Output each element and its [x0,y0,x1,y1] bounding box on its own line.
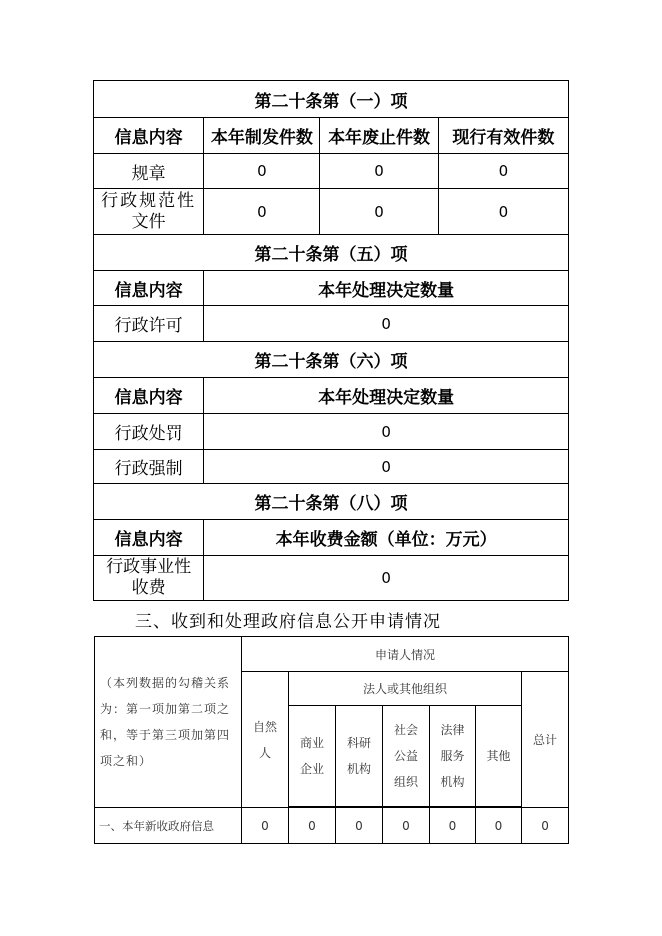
col-other [476,706,522,807]
row-label-regulations: 规章 [94,154,204,189]
header-line: 机构 [346,762,371,776]
header-line: 商业 [299,736,324,750]
header-decision-count: 本年处理决定数量 [204,271,569,306]
row-label-normative-documents [94,189,204,235]
cell-value: 0 [320,189,438,235]
section-title-art20-6: 第二十条第（六）项 [94,342,569,378]
header-line: 法律 [440,723,465,737]
cell-value: 0 [476,808,522,844]
cell-value: 0 [522,808,569,844]
application-stats-table [94,636,569,844]
col-natural-person [242,672,289,808]
section-title-art20-1: 第二十条第（一）项 [94,81,569,118]
col-public-welfare [383,706,430,807]
header-info-content: 信息内容 [94,378,204,414]
cell-value: 0 [204,556,569,601]
table-row [94,306,569,342]
label-line: 收费 [131,578,166,598]
table-row [95,808,569,844]
header-line: 科研 [346,736,371,750]
label-line: 行政事业性 [106,557,192,577]
col-total: 总计 [522,672,569,808]
header-info-content: 信息内容 [94,271,204,306]
cell-value: 0 [430,808,476,844]
cell-value: 0 [204,414,569,450]
header-line: 服务 [440,749,465,763]
col-research [336,706,383,807]
header-line: 企业 [299,762,324,776]
section-title-art20-8: 第二十条第（八）项 [94,484,569,520]
header-line: 社会 [393,723,418,737]
header-line: 组织 [393,775,418,789]
cell-value: 0 [204,450,569,484]
header-abolished-count: 本年废止件数 [320,118,438,154]
row-label-admin-license: 行政许可 [94,306,204,342]
header-line: 其他 [486,749,511,763]
header-issued-count: 本年制发件数 [204,118,320,154]
table-row [94,450,569,484]
cell-value: 0 [289,808,336,844]
info-disclosure-table [93,80,569,601]
header-line: 公益 [393,749,418,763]
cell-value: 0 [204,154,320,189]
cell-value: 0 [320,154,438,189]
table-row [94,189,569,235]
header-valid-count: 现行有效件数 [438,118,568,154]
table-row [94,556,569,601]
row-label-admin-fees [94,556,204,601]
cell-value: 0 [242,808,289,844]
header-info-content: 信息内容 [94,118,204,154]
applicant-header: 申请人情况 [242,637,569,672]
header-fee-amount: 本年收费金额（单位：万元） [204,520,569,556]
relation-note: （本列数据的勾稽关系为：第一项加第二项之和，等于第三项加第四项之和） [95,637,242,808]
col-commercial [289,706,336,807]
table-row [94,414,569,450]
row-label-admin-enforcement: 行政强制 [94,450,204,484]
header-line: 机构 [440,775,465,789]
legal-person-header: 法人或其他组织 [289,672,522,706]
header-decision-count: 本年处理决定数量 [204,378,569,414]
row-label-new-requests: 一、本年新收政府信息 [95,808,242,844]
header-line: 自然 [252,719,277,734]
cell-value: 0 [438,189,568,235]
cell-value: 0 [204,189,320,235]
table-row [94,154,569,189]
cell-value: 0 [438,154,568,189]
cell-value: 0 [204,306,569,342]
cell-value: 0 [336,808,383,844]
header-line: 人 [258,745,271,760]
label-line: 文件 [131,211,166,232]
section-title-art20-5: 第二十条第（五）项 [94,235,569,271]
row-label-admin-penalty: 行政处罚 [94,414,204,450]
cell-value: 0 [383,808,430,844]
header-info-content: 信息内容 [94,520,204,556]
section-heading: 三、收到和处理政府信息公开申请情况 [135,612,441,632]
col-legal-service [430,706,476,807]
label-line: 行政规范性 [101,190,197,211]
